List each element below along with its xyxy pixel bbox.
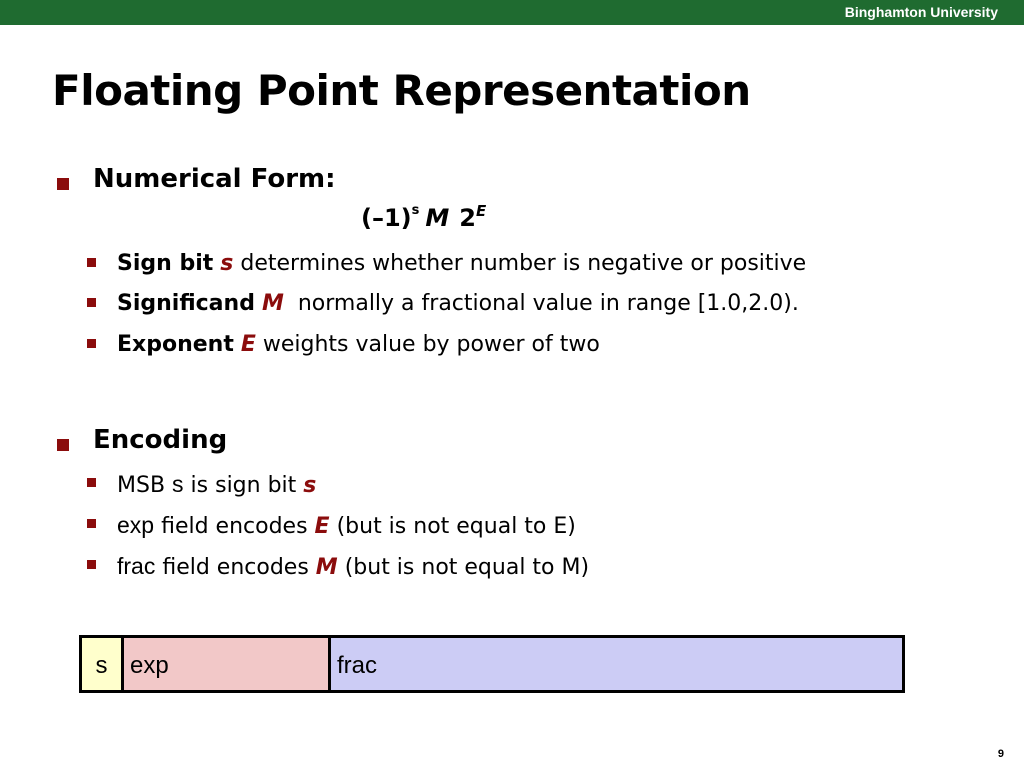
formula-two: 2	[459, 204, 476, 232]
item-code: frac	[117, 553, 156, 579]
item-text: determines whether number is negative or positive	[233, 251, 807, 276]
item-text: field encodes	[155, 555, 316, 580]
sign-field: s	[82, 638, 124, 690]
list-item	[117, 332, 600, 357]
item-var: M	[315, 555, 338, 580]
item-var: M	[261, 291, 284, 316]
bullet-square-icon	[57, 439, 69, 451]
formula-open: (–1)	[361, 204, 412, 232]
sub-bullet-icon	[87, 560, 96, 569]
university-name: Binghamton University	[844, 4, 998, 20]
item-var: E	[314, 514, 330, 539]
formula-s: s	[411, 203, 420, 218]
formula-e: E	[475, 202, 487, 220]
item-post: (but is not equal to E)	[329, 514, 576, 539]
item-post: (but is not equal to M)	[337, 555, 590, 580]
item-text: normally a fractional value in range [1.0,2.0).	[283, 291, 799, 316]
page-number: 9	[997, 748, 1004, 760]
item-code: s	[172, 471, 184, 497]
bit-field-diagram	[79, 635, 905, 693]
item-code: exp	[117, 512, 155, 538]
sub-bullet-icon	[87, 258, 96, 267]
list-item	[117, 291, 799, 316]
sub-bullet-icon	[87, 519, 96, 528]
sub-bullet-icon	[87, 298, 96, 307]
formula-m: M	[425, 204, 450, 232]
formula	[361, 202, 486, 232]
list-item	[117, 471, 316, 498]
slide-title: Floating Point Representation	[52, 66, 751, 115]
frac-field: frac	[331, 638, 902, 690]
item-label: Exponent	[117, 332, 234, 357]
encoding-heading: Encoding	[93, 425, 228, 455]
item-var: E	[240, 332, 256, 357]
list-item	[117, 251, 806, 276]
header-bar	[0, 0, 1024, 25]
item-var: s	[220, 251, 234, 276]
sub-bullet-icon	[87, 478, 96, 487]
numerical-form-heading: Numerical Form:	[93, 164, 336, 194]
item-text: is sign bit	[183, 473, 304, 498]
list-item	[117, 512, 576, 539]
item-label: Significand	[117, 291, 255, 316]
item-var: s	[303, 473, 317, 498]
list-item	[117, 553, 589, 580]
item-text: weights value by power of two	[255, 332, 600, 357]
item-label: Sign bit	[117, 251, 214, 276]
exp-field: exp	[124, 638, 331, 690]
sub-bullet-icon	[87, 339, 96, 348]
bullet-square-icon	[57, 178, 69, 190]
item-pre: MSB	[117, 473, 173, 498]
item-text: field encodes	[154, 514, 315, 539]
